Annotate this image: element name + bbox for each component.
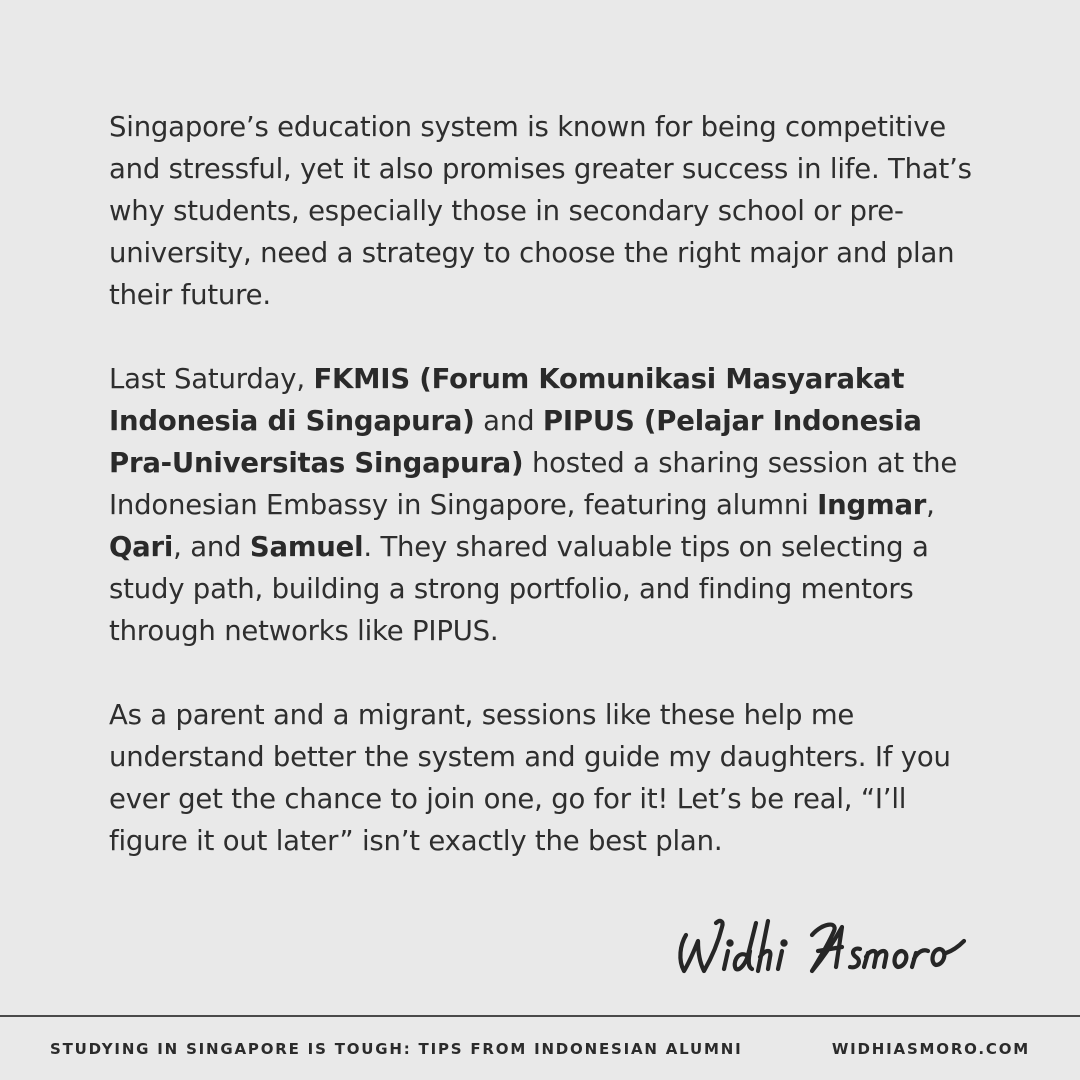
paragraph-event <box>109 358 979 652</box>
paragraph-reflection: As a parent and a migrant, sessions like these help me understand better the system and guide my daughters. If you ever get the chance to join one, go for it! Let’s be real, “I’ll figure it out later” isn’t exactly the best plan. <box>109 699 951 857</box>
footer-website-link[interactable]: WIDHIASMORO.COM <box>831 1040 1030 1058</box>
handwritten-signature <box>672 905 972 985</box>
footer-title: STUDYING IN SINGAPORE IS TOUGH: TIPS FROM INDONESIAN ALUMNI <box>50 1040 743 1058</box>
alumni-samuel: Samuel <box>249 531 364 563</box>
event-text-2: and <box>474 405 543 437</box>
org-pipus: PIPUS (Pelajar Indonesia Pra-Universitas Singapura) <box>109 405 922 479</box>
alumni-qari: Qari <box>109 531 174 563</box>
event-text-4: , <box>926 489 935 521</box>
article-body <box>109 106 979 862</box>
event-text-5: , and <box>173 531 250 563</box>
event-text-1: Last Saturday, <box>109 363 314 395</box>
alumni-ingmar: Ingmar <box>817 489 927 521</box>
org-fkmis: FKMIS (Forum Komunikasi Masyarakat Indonesia di Singapura) <box>109 363 905 437</box>
signature-icon <box>672 905 972 985</box>
event-text-3: hosted a sharing session at the Indonesian Embassy in Singapore, featuring alumni <box>109 447 958 521</box>
footer-divider <box>0 1015 1080 1017</box>
paragraph-intro: Singapore’s education system is known for being competitive and stressful, yet it also promises greater success in life. That’s why students, especially those in secondary school or pre-university, need a strategy to choose the right major and plan their future. <box>109 111 972 311</box>
event-text-6: . They shared valuable tips on selecting a study path, building a strong portfolio, and finding mentors through networks like PIPUS. <box>109 531 929 647</box>
